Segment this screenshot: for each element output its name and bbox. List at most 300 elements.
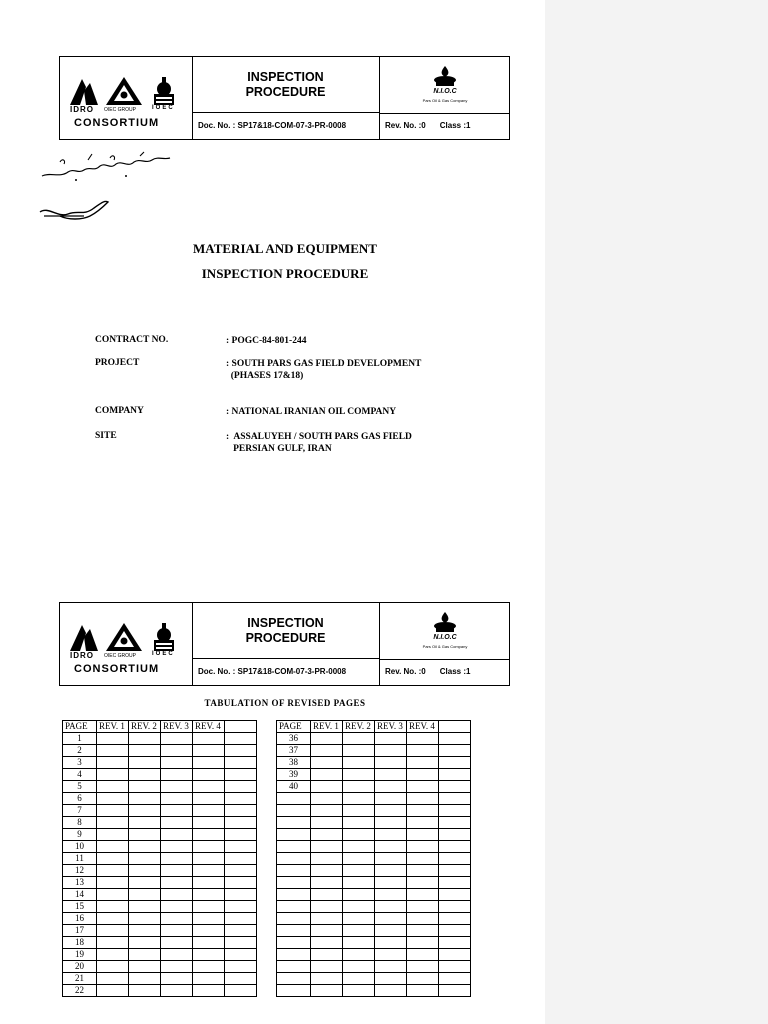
revision-cell xyxy=(343,805,375,817)
column-header: REV. 2 xyxy=(343,721,375,733)
rev-class xyxy=(380,659,510,685)
revision-cell xyxy=(97,913,129,925)
revision-cell xyxy=(97,877,129,889)
revision-cell xyxy=(97,733,129,745)
revision-cell xyxy=(129,781,161,793)
revision-cell xyxy=(311,925,343,937)
table-row xyxy=(277,745,471,757)
table-row xyxy=(63,913,257,925)
nioc-name: N.I.O.C xyxy=(433,88,457,95)
revision-cell xyxy=(225,913,257,925)
revision-cell xyxy=(407,805,439,817)
revision-cell xyxy=(161,733,193,745)
revision-cell xyxy=(129,889,161,901)
revision-cell xyxy=(343,745,375,757)
revision-cell xyxy=(311,877,343,889)
revision-cell xyxy=(193,805,225,817)
revision-cell xyxy=(161,925,193,937)
revision-cell xyxy=(193,913,225,925)
revision-cell xyxy=(193,793,225,805)
page-number-cell: 1 xyxy=(63,733,97,745)
revision-cell xyxy=(343,961,375,973)
revision-cell xyxy=(97,781,129,793)
revision-cell xyxy=(225,781,257,793)
tabulation-title: TABULATION OF REVISED PAGES xyxy=(204,698,366,708)
page-number-cell: 11 xyxy=(63,853,97,865)
revision-cell xyxy=(407,769,439,781)
table-row xyxy=(277,901,471,913)
revision-cell xyxy=(225,745,257,757)
revision-cell xyxy=(225,949,257,961)
revision-cell xyxy=(439,769,471,781)
header-title: INSPECTION PROCEDURE xyxy=(192,57,380,113)
revision-cell xyxy=(129,925,161,937)
revision-cell xyxy=(407,901,439,913)
page-number-cell xyxy=(277,817,311,829)
revision-cell xyxy=(193,889,225,901)
table-row xyxy=(63,985,257,997)
revision-cell xyxy=(407,829,439,841)
revision-cell xyxy=(97,925,129,937)
table-row xyxy=(63,829,257,841)
revision-cell xyxy=(375,757,407,769)
project-value: : SOUTH PARS GAS FIELD DEVELOPMENT (PHASES 17&18) xyxy=(226,359,422,381)
column-header: PAGE xyxy=(277,721,311,733)
column-header: REV. 4 xyxy=(407,721,439,733)
revision-cell xyxy=(129,757,161,769)
revision-cell xyxy=(439,985,471,997)
revision-cell xyxy=(407,877,439,889)
revision-cell xyxy=(161,757,193,769)
document-header-top xyxy=(59,56,510,140)
document-title-line2: INSPECTION PROCEDURE xyxy=(201,266,369,281)
revision-cell xyxy=(311,985,343,997)
revision-cell xyxy=(375,889,407,901)
revision-cell xyxy=(407,973,439,985)
revision-cell xyxy=(129,973,161,985)
revision-cell xyxy=(375,925,407,937)
revision-cell xyxy=(407,913,439,925)
page-number-cell: 19 xyxy=(63,949,97,961)
revision-cell xyxy=(375,865,407,877)
page-number-cell xyxy=(277,949,311,961)
revision-cell xyxy=(375,781,407,793)
revision-cell xyxy=(407,781,439,793)
page-number-cell: 17 xyxy=(63,925,97,937)
revision-cell xyxy=(129,829,161,841)
revision-cell xyxy=(225,889,257,901)
revision-cell xyxy=(129,865,161,877)
table-row xyxy=(277,961,471,973)
page-number-cell: 4 xyxy=(63,769,97,781)
revision-cell xyxy=(225,877,257,889)
page-number-cell xyxy=(277,985,311,997)
table-row xyxy=(277,889,471,901)
revision-cell xyxy=(375,829,407,841)
revision-cell xyxy=(161,949,193,961)
revision-cell xyxy=(97,853,129,865)
column-header: REV. 2 xyxy=(129,721,161,733)
revision-cell xyxy=(225,769,257,781)
revision-cell xyxy=(97,769,129,781)
revision-cell xyxy=(97,817,129,829)
revision-cell xyxy=(343,769,375,781)
revision-cell xyxy=(311,817,343,829)
revision-cell xyxy=(407,757,439,769)
revision-cell xyxy=(407,889,439,901)
revision-cell xyxy=(225,973,257,985)
revision-cell xyxy=(375,949,407,961)
revision-cell xyxy=(407,937,439,949)
page-number-cell xyxy=(277,829,311,841)
revision-cell xyxy=(311,913,343,925)
page-number-cell: 36 xyxy=(277,733,311,745)
signature xyxy=(38,196,112,224)
table-row xyxy=(63,769,257,781)
revision-cell xyxy=(407,793,439,805)
table-row xyxy=(63,817,257,829)
table-row xyxy=(277,769,471,781)
revision-cell xyxy=(97,973,129,985)
rev-number: Rev. No. :0 xyxy=(385,667,426,676)
page-number-cell: 18 xyxy=(63,937,97,949)
revision-cell xyxy=(193,781,225,793)
page-number-cell xyxy=(277,961,311,973)
document-header-second xyxy=(59,602,510,686)
revision-cell xyxy=(97,841,129,853)
table-row xyxy=(277,781,471,793)
revision-cell xyxy=(407,817,439,829)
table-row xyxy=(63,925,257,937)
company-label: COMPANY xyxy=(95,406,144,416)
revision-cell xyxy=(375,841,407,853)
revision-cell xyxy=(97,961,129,973)
page-number-cell xyxy=(277,877,311,889)
revision-cell xyxy=(129,805,161,817)
nioc-subtitle: Pars Oil & Gas Company xyxy=(422,644,468,649)
revision-cell xyxy=(343,757,375,769)
page-number-cell: 9 xyxy=(63,829,97,841)
table-row xyxy=(63,745,257,757)
page-number-cell xyxy=(277,865,311,877)
revision-cell xyxy=(375,961,407,973)
revision-cell xyxy=(407,745,439,757)
revision-cell xyxy=(375,877,407,889)
revision-cell xyxy=(97,985,129,997)
revision-cell xyxy=(97,793,129,805)
revision-cell xyxy=(161,769,193,781)
nioc-subtitle: Pars Oil & Gas Company xyxy=(422,98,468,103)
table-row xyxy=(277,877,471,889)
revision-cell xyxy=(439,793,471,805)
table-row xyxy=(277,757,471,769)
revision-table-right xyxy=(276,720,471,997)
page-number-cell xyxy=(277,841,311,853)
revision-cell xyxy=(97,889,129,901)
revision-cell xyxy=(343,973,375,985)
page-number-cell: 13 xyxy=(63,877,97,889)
revision-cell xyxy=(375,805,407,817)
site-label: SITE xyxy=(95,431,117,441)
doc-number: Doc. No. : SP17&18-COM-07-3-PR-0008 xyxy=(192,659,380,685)
revision-cell xyxy=(343,793,375,805)
revision-cell xyxy=(193,829,225,841)
rev-number: Rev. No. :0 xyxy=(385,121,426,130)
revision-cell xyxy=(97,901,129,913)
table-header-row xyxy=(277,721,471,733)
revision-cell xyxy=(129,817,161,829)
revision-cell xyxy=(311,829,343,841)
revision-cell xyxy=(225,793,257,805)
consortium-logo-cell xyxy=(60,57,193,139)
revision-cell xyxy=(311,865,343,877)
site-value: : ASSALUYEH / SOUTH PARS GAS FIELD PERSIAN GULF, IRAN xyxy=(226,432,412,454)
revision-cell xyxy=(161,913,193,925)
handwritten-note xyxy=(40,150,175,186)
revision-cell xyxy=(193,745,225,757)
revision-cell xyxy=(161,829,193,841)
table-row xyxy=(63,865,257,877)
revision-cell xyxy=(161,901,193,913)
class-number: Class :1 xyxy=(439,667,471,676)
table-row xyxy=(277,973,471,985)
contract-value: : POGC-84-801-244 xyxy=(226,336,307,346)
table-row xyxy=(277,817,471,829)
table-row xyxy=(63,937,257,949)
page-number-cell xyxy=(277,853,311,865)
consortium-logo-cell xyxy=(60,603,193,685)
nioc-logo-cell xyxy=(380,603,510,660)
page-number-cell: 16 xyxy=(63,913,97,925)
revision-cell xyxy=(225,817,257,829)
nioc-logo-cell xyxy=(380,57,510,114)
revision-cell xyxy=(161,985,193,997)
page-number-cell: 15 xyxy=(63,901,97,913)
nioc-name: N.I.O.C xyxy=(433,634,457,641)
revision-cell xyxy=(225,985,257,997)
revision-cell xyxy=(193,757,225,769)
revision-cell xyxy=(97,865,129,877)
revision-cell xyxy=(343,949,375,961)
revision-cell xyxy=(129,913,161,925)
page-number-cell xyxy=(277,889,311,901)
table-row xyxy=(277,925,471,937)
table-row xyxy=(277,913,471,925)
table-row xyxy=(63,877,257,889)
column-header xyxy=(225,721,257,733)
revision-cell xyxy=(311,889,343,901)
page-number-cell: 37 xyxy=(277,745,311,757)
revision-cell xyxy=(439,865,471,877)
revision-cell xyxy=(225,901,257,913)
revision-cell xyxy=(193,937,225,949)
revision-cell xyxy=(225,853,257,865)
page-number-cell: 21 xyxy=(63,973,97,985)
revision-cell xyxy=(375,901,407,913)
table-row xyxy=(63,781,257,793)
table-row xyxy=(63,853,257,865)
revision-cell xyxy=(129,853,161,865)
revision-cell xyxy=(193,949,225,961)
column-header: PAGE xyxy=(63,721,97,733)
revision-cell xyxy=(407,949,439,961)
revision-cell xyxy=(311,937,343,949)
revision-cell xyxy=(161,781,193,793)
table-row xyxy=(277,733,471,745)
revision-cell xyxy=(439,961,471,973)
revision-cell xyxy=(161,937,193,949)
revision-cell xyxy=(193,973,225,985)
revision-table-left xyxy=(62,720,257,997)
oiec-label: OIEC GROUP xyxy=(104,653,136,659)
revision-cell xyxy=(343,853,375,865)
revision-cell xyxy=(343,829,375,841)
revision-cell xyxy=(161,817,193,829)
revision-cell xyxy=(439,829,471,841)
revision-cell xyxy=(97,829,129,841)
revision-cell xyxy=(129,985,161,997)
revision-cell xyxy=(343,841,375,853)
page-number-cell xyxy=(277,901,311,913)
table-row xyxy=(277,985,471,997)
page-number-cell: 7 xyxy=(63,805,97,817)
revision-cell xyxy=(129,877,161,889)
revision-cell xyxy=(439,757,471,769)
ioec-label: IOEC xyxy=(152,651,175,657)
revision-cell xyxy=(225,805,257,817)
revision-cell xyxy=(193,769,225,781)
table-row xyxy=(63,961,257,973)
nioc-logo-icon xyxy=(432,65,458,87)
revision-cell xyxy=(375,817,407,829)
revision-cell xyxy=(311,745,343,757)
revision-cell xyxy=(407,865,439,877)
revision-cell xyxy=(311,841,343,853)
revision-cell xyxy=(439,973,471,985)
viewer-background xyxy=(545,0,768,1024)
revision-cell xyxy=(129,937,161,949)
company-value: : NATIONAL IRANIAN OIL COMPANY xyxy=(226,407,397,417)
revision-cell xyxy=(129,841,161,853)
table-row xyxy=(277,937,471,949)
revision-cell xyxy=(407,961,439,973)
page-number-cell xyxy=(277,805,311,817)
revision-cell xyxy=(225,841,257,853)
page-number-cell: 2 xyxy=(63,745,97,757)
revision-cell xyxy=(129,949,161,961)
idro-label: IDRO xyxy=(70,651,94,660)
revision-cell xyxy=(193,961,225,973)
column-header: REV. 3 xyxy=(161,721,193,733)
revision-cell xyxy=(439,889,471,901)
table-header-row xyxy=(63,721,257,733)
revision-cell xyxy=(225,937,257,949)
table-row xyxy=(277,793,471,805)
revision-cell xyxy=(439,877,471,889)
revision-cell xyxy=(439,745,471,757)
revision-cell xyxy=(225,961,257,973)
revision-cell xyxy=(311,805,343,817)
page-number-cell: 20 xyxy=(63,961,97,973)
oiec-label: OIEC GROUP xyxy=(104,107,136,113)
page-number-cell xyxy=(277,973,311,985)
revision-cell xyxy=(193,985,225,997)
revision-cell xyxy=(193,733,225,745)
revision-cell xyxy=(439,781,471,793)
revision-cell xyxy=(225,733,257,745)
revision-cell xyxy=(439,925,471,937)
table-row xyxy=(63,841,257,853)
revision-cell xyxy=(343,781,375,793)
column-header: REV. 1 xyxy=(311,721,343,733)
revision-cell xyxy=(97,805,129,817)
table-row xyxy=(277,829,471,841)
table-row xyxy=(63,757,257,769)
revision-cell xyxy=(439,901,471,913)
column-header xyxy=(439,721,471,733)
revision-cell xyxy=(343,877,375,889)
revision-cell xyxy=(343,901,375,913)
revision-cell xyxy=(193,817,225,829)
revision-cell xyxy=(311,973,343,985)
revision-cell xyxy=(225,757,257,769)
project-label: PROJECT xyxy=(95,358,140,368)
nioc-logo-icon xyxy=(432,611,458,633)
revision-cell xyxy=(193,865,225,877)
page-number-cell: 14 xyxy=(63,889,97,901)
revision-cell xyxy=(311,793,343,805)
revision-cell xyxy=(161,805,193,817)
table-row xyxy=(63,949,257,961)
revision-cell xyxy=(161,841,193,853)
revision-cell xyxy=(311,769,343,781)
page-number-cell: 3 xyxy=(63,757,97,769)
class-number: Class :1 xyxy=(439,121,471,130)
page-number-cell: 5 xyxy=(63,781,97,793)
page-number-cell: 12 xyxy=(63,865,97,877)
revision-cell xyxy=(439,913,471,925)
page-number-cell: 38 xyxy=(277,757,311,769)
revision-cell xyxy=(161,793,193,805)
revision-cell xyxy=(439,841,471,853)
revision-cell xyxy=(343,865,375,877)
document-title-line1: MATERIAL AND EQUIPMENT xyxy=(193,241,377,256)
revision-cell xyxy=(193,901,225,913)
table-row xyxy=(277,841,471,853)
revision-cell xyxy=(193,877,225,889)
page-number-cell: 8 xyxy=(63,817,97,829)
revision-cell xyxy=(225,829,257,841)
revision-cell xyxy=(225,925,257,937)
idro-label: IDRO xyxy=(70,105,94,114)
column-header: REV. 4 xyxy=(193,721,225,733)
revision-cell xyxy=(97,949,129,961)
page-number-cell: 10 xyxy=(63,841,97,853)
table-row xyxy=(277,853,471,865)
revision-cell xyxy=(375,937,407,949)
revision-cell xyxy=(343,925,375,937)
page-number-cell xyxy=(277,937,311,949)
column-header: REV. 3 xyxy=(375,721,407,733)
consortium-label: CONSORTIUM xyxy=(74,663,160,675)
revision-cell xyxy=(439,949,471,961)
revision-cell xyxy=(343,889,375,901)
revision-cell xyxy=(161,889,193,901)
revision-cell xyxy=(375,733,407,745)
contract-label: CONTRACT NO. xyxy=(95,335,169,345)
consortium-label: CONSORTIUM xyxy=(74,117,160,129)
page-number-cell xyxy=(277,793,311,805)
